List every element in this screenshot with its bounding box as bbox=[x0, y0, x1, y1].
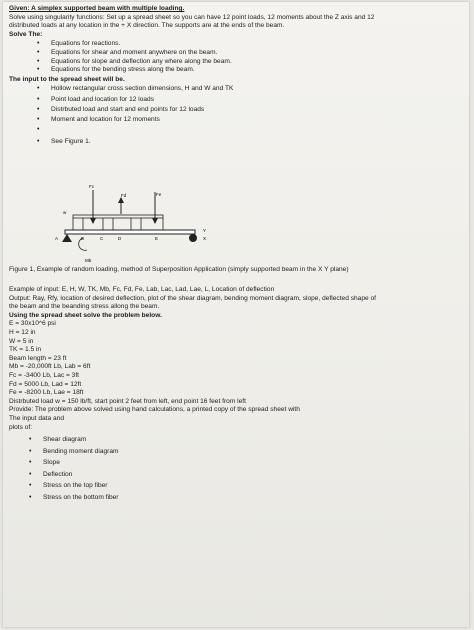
label-fc: Fc bbox=[89, 184, 94, 189]
label-d: D bbox=[118, 236, 122, 241]
label-w: w bbox=[63, 210, 67, 215]
value-line: Fc = -3400 Lb, Lac = 3ft bbox=[9, 371, 80, 379]
problem-statement bbox=[9, 5, 465, 148]
label-e: E bbox=[155, 236, 159, 241]
value-line: Fe = -8200 Lb, Lae = 18ft bbox=[9, 389, 84, 397]
value-line: Fd = 5000 Lb, Lad = 12ft bbox=[9, 380, 82, 388]
figure-caption: Figure 1, Example of random loading, method of Superposition Application (simply supported beam in the X Y plane) bbox=[9, 266, 349, 273]
solve-label: Solve The: bbox=[9, 30, 43, 38]
distributed-load-band bbox=[73, 215, 163, 218]
problem-label: Using the spread sheet solve the problem below. bbox=[9, 311, 162, 319]
label-c: C bbox=[100, 236, 104, 241]
list-item: • Slope bbox=[43, 457, 465, 469]
label-y: Y bbox=[203, 228, 207, 233]
value-line: W = 5 in bbox=[9, 337, 34, 345]
output-line: the beam and the beanding stress allong the beam. bbox=[9, 303, 160, 311]
list-item: • Stress on the bottom fiber bbox=[43, 492, 465, 504]
value-line: Beam length = 23 ft bbox=[9, 354, 67, 362]
intro-line: Solve using singularity functions: Set up a spread sheet so you can have 12 point loads, 12 moments about the Z axis and 12 bbox=[9, 13, 375, 21]
document-page bbox=[3, 2, 469, 627]
list-item: • Hollow rectangular cross section dimensions, H and W and TK bbox=[51, 84, 465, 94]
list-item: • Distrbuted load and start and end points for 12 loads bbox=[51, 105, 465, 115]
problem-body bbox=[9, 286, 465, 504]
list-item: • Point load and location for 12 loads bbox=[51, 95, 465, 105]
list-item: • Equations for reactions. bbox=[51, 40, 465, 49]
pin-support-icon bbox=[62, 234, 72, 242]
label-b: B bbox=[81, 236, 85, 241]
provide-line: The input data and bbox=[9, 414, 64, 422]
arrow-head-icon bbox=[152, 218, 158, 224]
value-line: Distrbuted load w = 150 lb/ft, start point 2 feet from left, end point 16 feet from left bbox=[9, 397, 246, 405]
list-item bbox=[51, 125, 465, 135]
list-item: • Equations for slope and deflection any where along the beam. bbox=[51, 58, 465, 67]
roller-support-icon bbox=[189, 234, 197, 242]
provide-line: plots of: bbox=[9, 423, 33, 431]
solve-list bbox=[9, 40, 465, 74]
list-item: • See Figure 1. bbox=[51, 137, 465, 147]
beam-figure bbox=[43, 182, 243, 264]
value-line: TK = 1.5 in bbox=[9, 346, 42, 354]
plots-list bbox=[9, 434, 465, 504]
arrow-head-icon bbox=[90, 218, 96, 224]
list-item: • Shear diagram bbox=[43, 434, 465, 446]
value-line: E = 30x10^6 psi bbox=[9, 320, 56, 328]
list-item: • Equations for the bending stress along the beam. bbox=[51, 66, 465, 75]
value-line: H = 12 in bbox=[9, 328, 36, 336]
list-item: • Stress on the top fiber bbox=[43, 480, 465, 492]
provide-line: Provide: The problem above solved using hand calculations, a printed copy of the spread sheet with bbox=[9, 406, 300, 414]
output-line: Output: Ray, Rfy, location of desired deflection, plot of the shear diagram, bending moment diagram, slope, deflected shape of bbox=[9, 294, 377, 302]
example-line: Example of input: E, H, W, TK, Mb, Fc, Fd, Fe, Lab, Lac, Lad, Lae, L, Location of deflection bbox=[9, 286, 275, 293]
label-fe: Fe bbox=[156, 192, 162, 197]
beam bbox=[65, 230, 195, 234]
input-label: The input to the spread sheet will be. bbox=[9, 75, 125, 83]
list-item: • Moment and location for 12 moments bbox=[51, 115, 465, 125]
label-mb: Mb bbox=[85, 258, 92, 263]
figure-caption-block bbox=[9, 266, 465, 275]
label-fd: Fd bbox=[121, 193, 127, 198]
list-item: • Deflection bbox=[43, 469, 465, 481]
list-item: • Bending moment diagram bbox=[43, 446, 465, 458]
input-list bbox=[9, 84, 465, 147]
problem-title: Given: A simplex supported beam with multiple loading. bbox=[9, 5, 185, 12]
label-a: A bbox=[55, 236, 59, 241]
label-x: X bbox=[203, 236, 207, 241]
value-line: Mb = -20,000ft Lb, Lab = 6ft bbox=[9, 363, 91, 371]
intro-line: distributed loads at any location in the + X direction. The supports are at the ends of the beam. bbox=[9, 22, 285, 30]
list-item: • Equations for shear and moment anywhere on the beam. bbox=[51, 49, 465, 58]
